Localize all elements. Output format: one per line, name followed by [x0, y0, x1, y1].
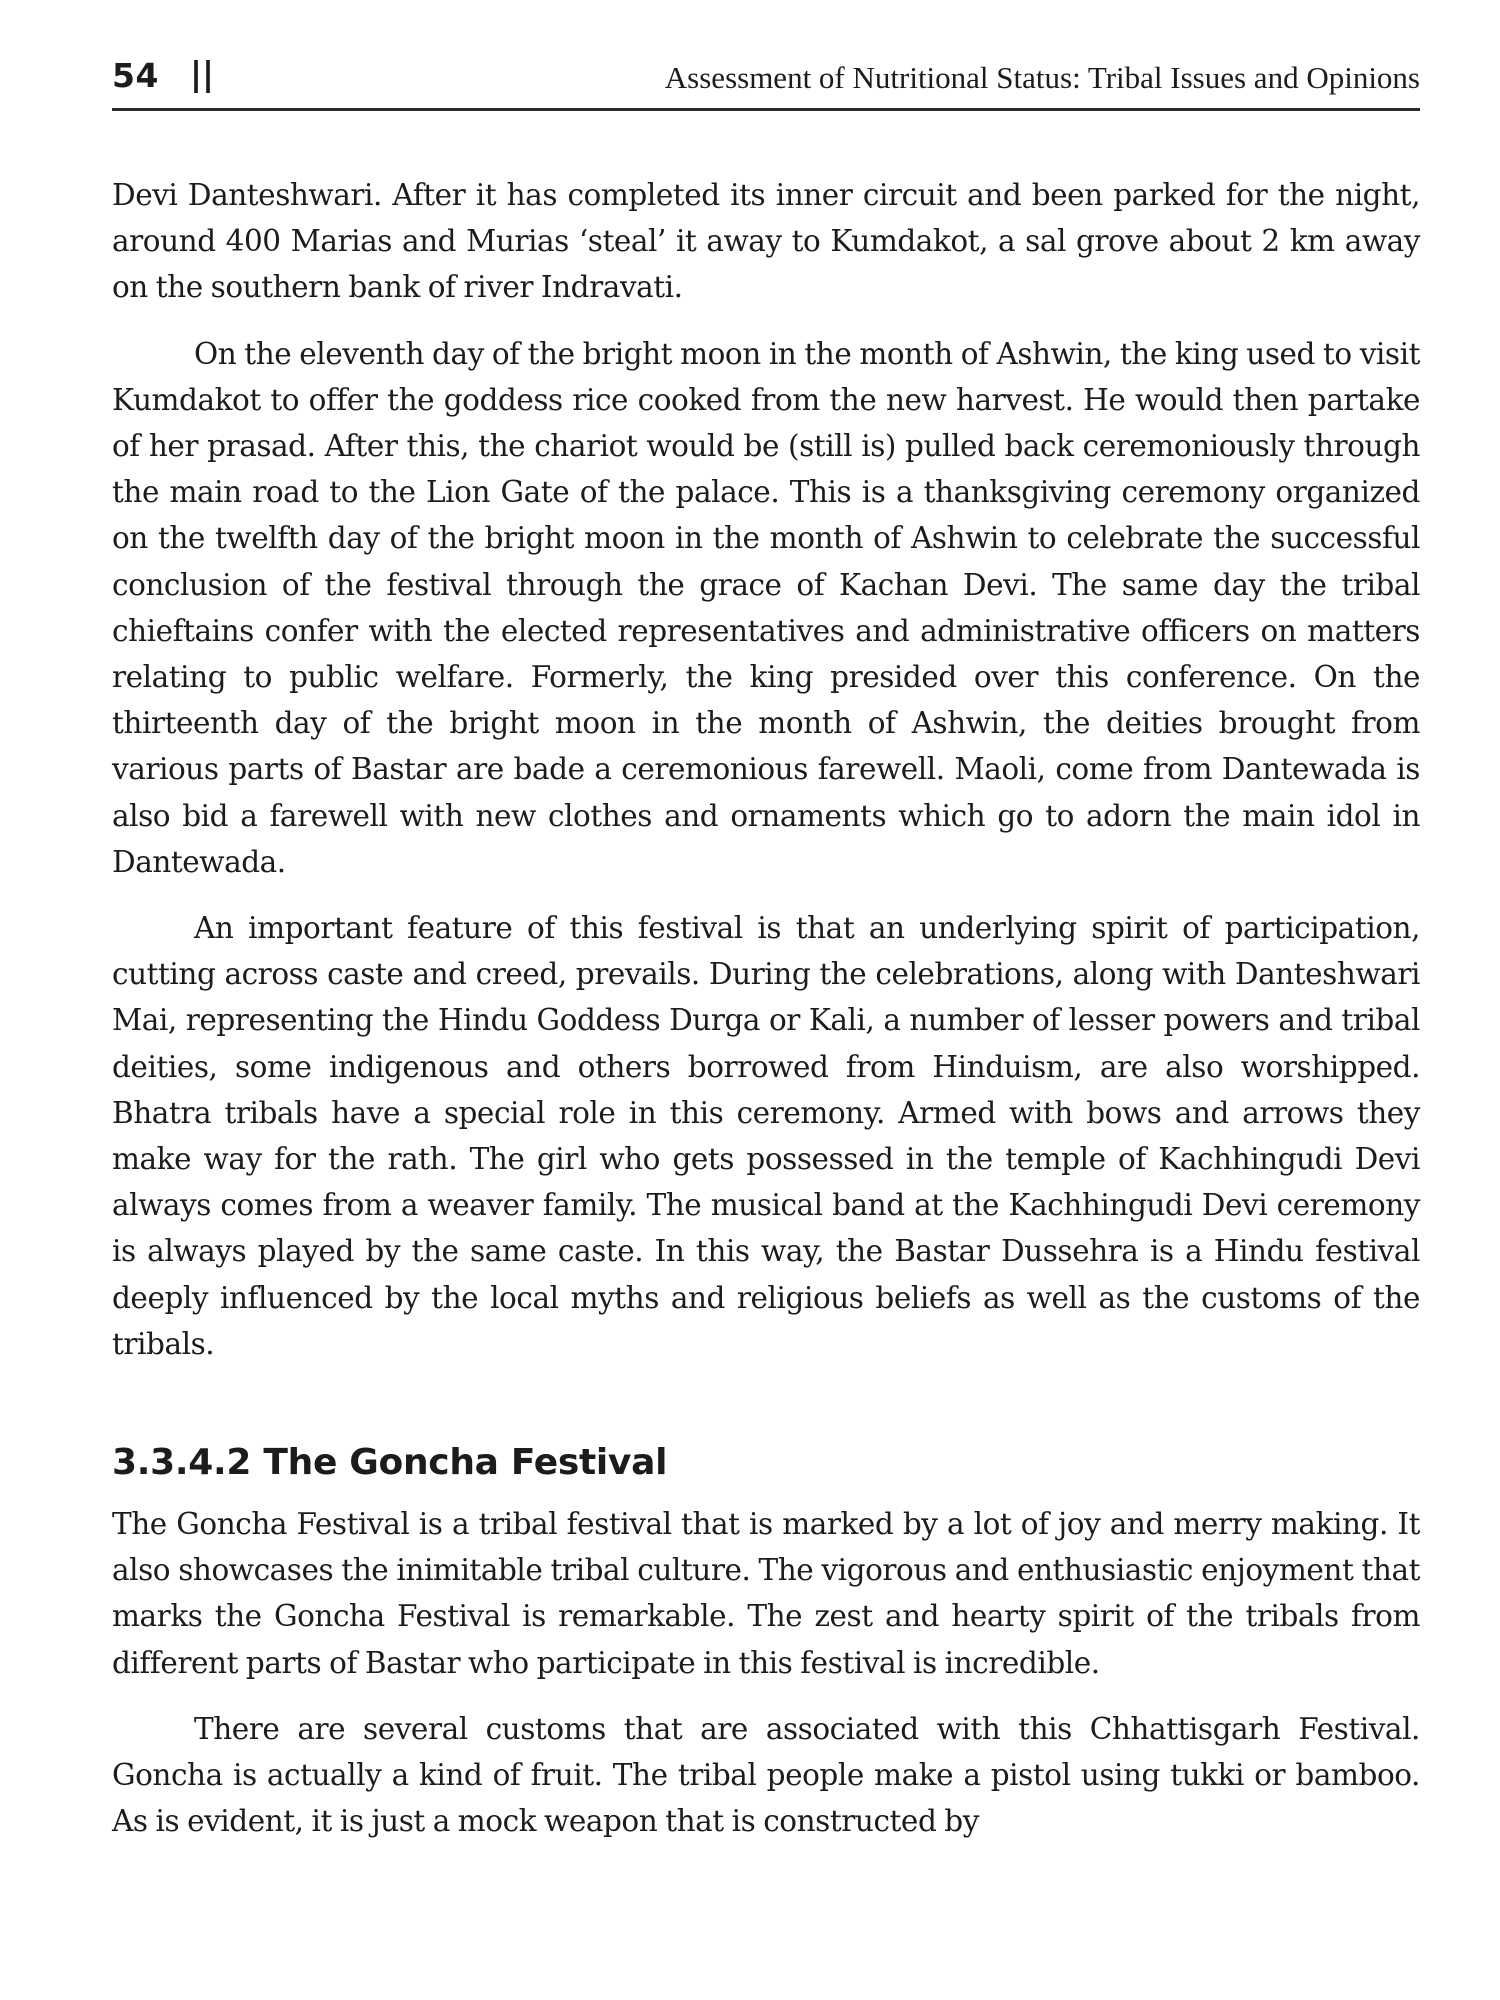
paragraph-festival-feature: An important feature of this festival is that an underlying spirit of participation, cutting across caste and creed, prevails. During the celebrations, along with Danteshwari Mai, representing the Hindu Goddess Durga or Kali, a number of lesser powers and tribal deities, some indigenous and others borrowed from Hinduism, are also worshipped. Bhatra tribals have a special role in this ceremony. Armed with bows and arrows they make way for the rath. The girl who gets possessed in the temple of Kachhingudi Devi always comes from a weaver family. The musical band at the Kachhingudi Devi ceremony is always played by the same caste. In this way, the Bastar Dussehra is a Hindu festival deeply influenced by the local myths and religious beliefs as well as the customs of the tribals. [112, 911, 1420, 1361]
paragraph-goncha-customs: There are several customs that are associated with this Chhattisgarh Festival. Goncha is actually a kind of fruit. The tribal people make a pistol using tukki or bamboo. As is evident, it is just a mock weapon that is constructed by [112, 1711, 1420, 1839]
paragraph-continued: Devi Danteshwari. After it has completed its inner circuit and been parked for the night, around 400 Marias and Murias ‘steal’ it away to Kumdakot, a sal grove about 2 km away on the southern bank of river Indravati. [112, 178, 1420, 305]
page-number: 54 [112, 56, 159, 95]
body-text [112, 172, 1420, 1865]
paragraph-kumdakot-ceremony: On the eleventh day of the bright moon in the month of Ashwin, the king used to visit Kumdakot to offer the goddess rice cooked from the new harvest. He would then partake of her prasad. After this, the chariot would be (still is) pulled back ceremoniously through the main road to the Lion Gate of the palace. This is a thanksgiving ceremony organized on the twelfth day of the bright moon in the month of Ashwin to celebrate the successful conclusion of the festival through the grace of Kachan Devi. The same day the tribal chieftains confer with the elected representatives and administrative officers on matters relating to public welfare. Formerly, the king presided over this conference. On the thirteenth day of the bright moon in the month of Ashwin, the deities brought from various parts of Bastar are bade a ceremonious farewell. Maoli, come from Dantewada is also bid a farewell with new clothes and ornaments which go to adorn the main idol in Dantewada. [112, 336, 1420, 879]
section-heading: 3.3.4.2 The Goncha Festival [112, 1442, 668, 1484]
running-header [112, 52, 1420, 111]
paragraph-goncha-intro: The Goncha Festival is a tribal festival that is marked by a lot of joy and merry making. It also showcases the inimitable tribal culture. The vigorous and enthusiastic enjoyment that marks the Goncha Festival is remarkable. The zest and hearty spirit of the tribals from different parts of Bastar who participate in this festival is incredible. [112, 1507, 1420, 1680]
header-separator: || [190, 54, 215, 93]
running-title: Assessment of Nutritional Status: Tribal Issues and Opinions [664, 60, 1420, 95]
